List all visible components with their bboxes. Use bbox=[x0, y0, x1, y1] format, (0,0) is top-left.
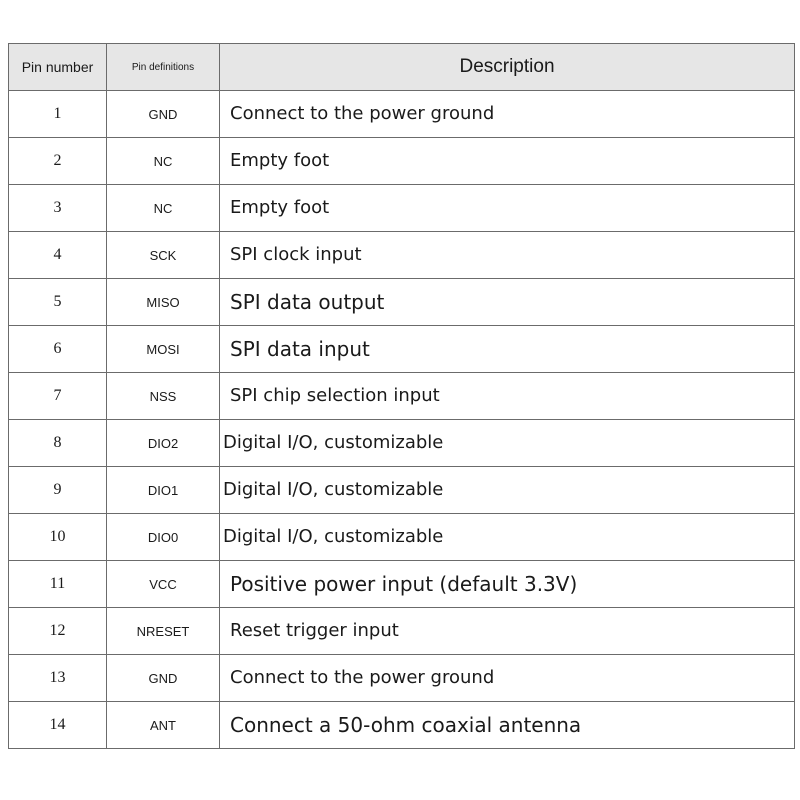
pin-definition-table bbox=[8, 43, 795, 749]
pin-description-cell: SPI data output bbox=[220, 279, 795, 326]
pin-number-cell: 10 bbox=[9, 514, 107, 561]
pin-definition-cell: DIO2 bbox=[107, 420, 220, 467]
table-row bbox=[9, 138, 795, 185]
pin-definition-cell: ANT bbox=[107, 702, 220, 749]
table-row bbox=[9, 232, 795, 279]
pin-number-cell: 13 bbox=[9, 655, 107, 702]
pin-definition-cell: MISO bbox=[107, 279, 220, 326]
pin-definition-cell: DIO1 bbox=[107, 467, 220, 514]
pin-number-cell: 5 bbox=[9, 279, 107, 326]
table-row bbox=[9, 514, 795, 561]
header-pin-number: Pin number bbox=[9, 44, 107, 91]
pin-number-cell: 1 bbox=[9, 91, 107, 138]
table-row bbox=[9, 608, 795, 655]
pin-definition-cell: DIO0 bbox=[107, 514, 220, 561]
pin-description-cell: Positive power input (default 3.3V) bbox=[220, 561, 795, 608]
table-row bbox=[9, 326, 795, 373]
pin-definition-cell: NC bbox=[107, 138, 220, 185]
pin-definition-cell: NC bbox=[107, 185, 220, 232]
pin-description-cell: Digital I/O, customizable bbox=[220, 514, 795, 561]
pin-description-cell: Connect a 50-ohm coaxial antenna bbox=[220, 702, 795, 749]
table-row bbox=[9, 655, 795, 702]
pin-definition-cell: NRESET bbox=[107, 608, 220, 655]
pin-description-cell: Empty foot bbox=[220, 138, 795, 185]
pin-description-cell: SPI chip selection input bbox=[220, 373, 795, 420]
pin-number-cell: 6 bbox=[9, 326, 107, 373]
pin-number-cell: 4 bbox=[9, 232, 107, 279]
table-row bbox=[9, 91, 795, 138]
pin-definition-cell: GND bbox=[107, 91, 220, 138]
pin-description-cell: Connect to the power ground bbox=[220, 655, 795, 702]
table-header-row bbox=[9, 44, 795, 91]
pin-description-cell: Digital I/O, customizable bbox=[220, 420, 795, 467]
table-row bbox=[9, 279, 795, 326]
pin-definition-cell: SCK bbox=[107, 232, 220, 279]
table-row bbox=[9, 561, 795, 608]
pin-number-cell: 9 bbox=[9, 467, 107, 514]
pin-number-cell: 7 bbox=[9, 373, 107, 420]
table-row bbox=[9, 373, 795, 420]
pin-number-cell: 14 bbox=[9, 702, 107, 749]
pin-description-cell: SPI data input bbox=[220, 326, 795, 373]
table-row bbox=[9, 467, 795, 514]
pin-description-cell: Reset trigger input bbox=[220, 608, 795, 655]
pin-description-cell: Digital I/O, customizable bbox=[220, 467, 795, 514]
pin-definition-cell: MOSI bbox=[107, 326, 220, 373]
table-row bbox=[9, 702, 795, 749]
pin-description-cell: Empty foot bbox=[220, 185, 795, 232]
pin-number-cell: 2 bbox=[9, 138, 107, 185]
pin-definition-cell: VCC bbox=[107, 561, 220, 608]
pin-number-cell: 8 bbox=[9, 420, 107, 467]
table-row bbox=[9, 420, 795, 467]
pin-description-cell: SPI clock input bbox=[220, 232, 795, 279]
header-pin-definitions: Pin definitions bbox=[107, 44, 220, 91]
pin-description-cell: Connect to the power ground bbox=[220, 91, 795, 138]
table-row bbox=[9, 185, 795, 232]
pin-definition-cell: GND bbox=[107, 655, 220, 702]
pin-number-cell: 11 bbox=[9, 561, 107, 608]
pin-number-cell: 3 bbox=[9, 185, 107, 232]
header-description: Description bbox=[220, 44, 795, 91]
pin-definition-cell: NSS bbox=[107, 373, 220, 420]
pin-number-cell: 12 bbox=[9, 608, 107, 655]
